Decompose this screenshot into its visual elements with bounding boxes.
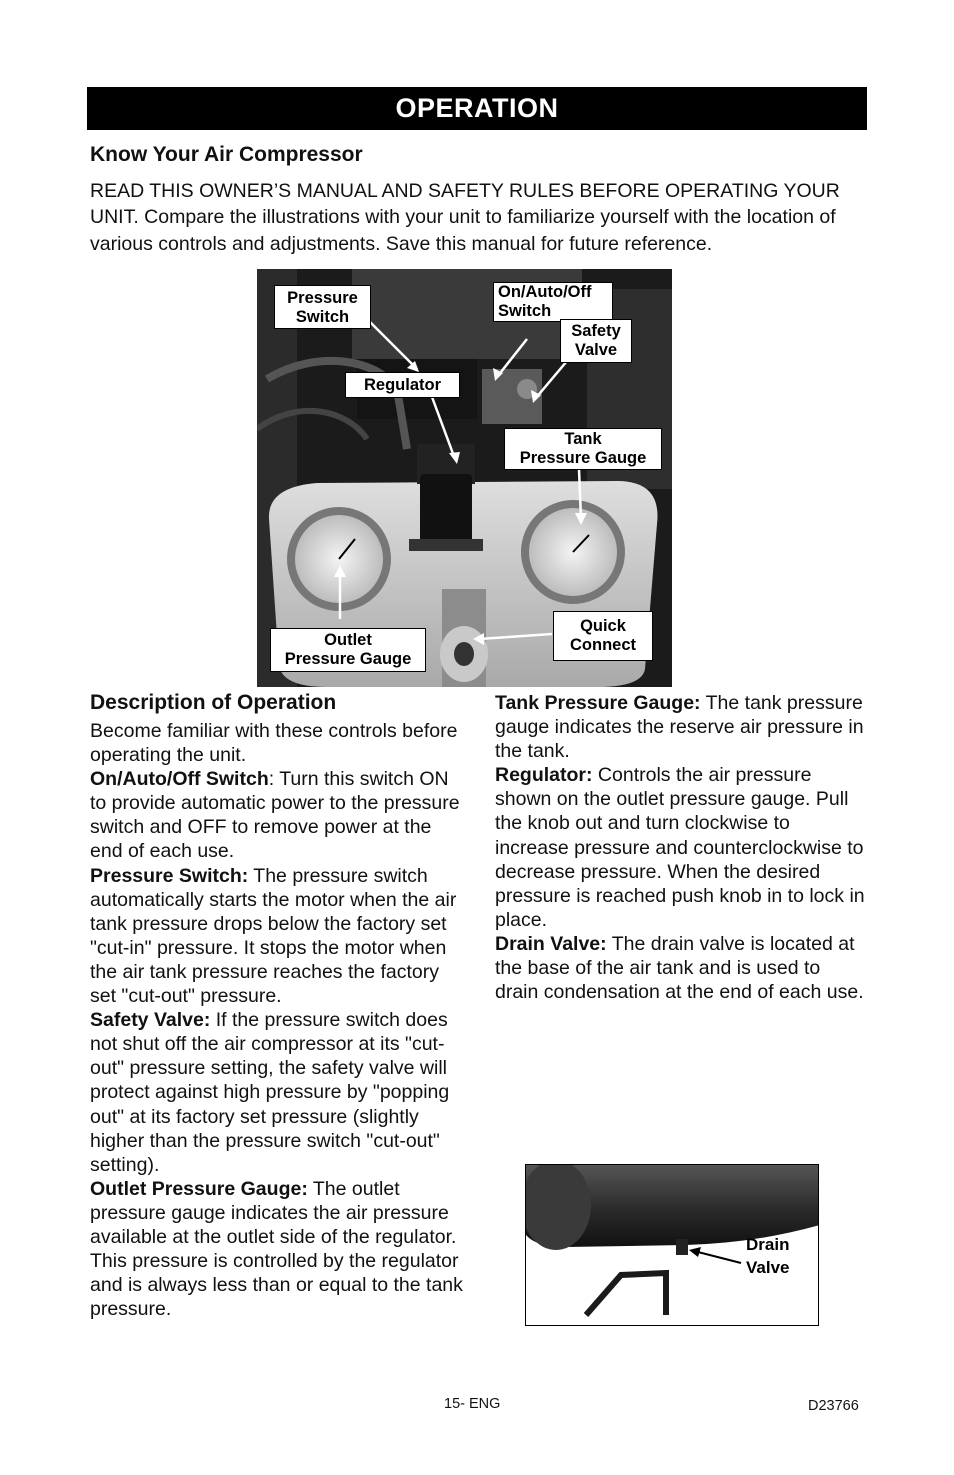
label-safety-valve: Safety Valve [560, 319, 632, 363]
term-tank-gauge: Tank Pressure Gauge: [495, 692, 701, 714]
term-on-auto-off: On/Auto/Off Switch [90, 768, 269, 791]
label-drain-valve: Drain Valve [746, 1235, 790, 1277]
text-on-auto-off: Turn this switch ON to provide automatic power to the pressure switch and OFF to remove power at the end of each use. [90, 768, 460, 863]
label-on-auto-off-switch: On/Auto/Off Switch [493, 282, 613, 322]
tank-gauge-description [495, 691, 865, 763]
drain-valve-photo [525, 1164, 819, 1326]
outlet-gauge-description [90, 1177, 468, 1322]
text-drain-valve: The drain valve is located at the base of the air tank and is used to drain condensation at the end of each use. [495, 932, 864, 1004]
term-pressure-switch: Pressure Switch: [90, 864, 249, 887]
section-title-banner: OPERATION [87, 87, 867, 130]
text-regulator: Controls the air pressure shown on the outlet pressure gauge. Pull the knob out and turn clockwise to increase pressure and counterclockwise to decrease pressure. When the desired pressure is reached push knob in to lock in place. [495, 764, 865, 931]
label-pressure-switch: Pressure Switch [274, 285, 371, 329]
sep-on-auto-off: : [268, 768, 280, 791]
document-id: D23766 [808, 1398, 859, 1414]
on-auto-off-description [90, 767, 468, 863]
compressor-controls-photo [257, 269, 672, 687]
safety-valve-description [90, 1008, 468, 1177]
term-safety-valve: Safety Valve: [90, 1009, 211, 1032]
text-tank-gauge: The tank pressure gauge indicates the reserve air pressure in the tank. [495, 692, 864, 763]
page-number: 15- ENG [444, 1396, 501, 1412]
know-heading: Know Your Air Compressor [90, 143, 363, 166]
description-left-column [90, 719, 468, 1321]
term-regulator: Regulator: [495, 764, 593, 787]
description-right-column [495, 691, 865, 1004]
pressure-switch-description [90, 864, 468, 1009]
intro-paragraph: READ THIS OWNER’S MANUAL AND SAFETY RULES BEFORE OPERATING YOUR UNIT. Compare the illustrations with your unit to familiarize yourself with the location of various controls and adjustments. Save this manual for future reference. [90, 180, 840, 255]
term-drain-valve: Drain Valve: [495, 932, 607, 955]
regulator-description [495, 763, 865, 932]
text-outlet-gauge: The outlet pressure gauge indicates the air pressure available at the outlet side of the regulator. This pressure is controlled by the regulator and is always less than or equal to the tank pressure. [90, 1177, 463, 1321]
description-heading: Description of Operation [90, 691, 337, 714]
term-outlet-gauge: Outlet Pressure Gauge: [90, 1177, 308, 1200]
label-tank-pressure-gauge: Tank Pressure Gauge [504, 428, 662, 470]
description-intro: Become familiar with these controls before operating the unit. [90, 720, 458, 767]
label-outlet-pressure-gauge: Outlet Pressure Gauge [270, 628, 426, 672]
text-pressure-switch: The pressure switch automatically starts the motor when the air tank pressure drops below the factory set "cut-in" pressure. It stops the motor when the air tank pressure reaches the factory set "cut-out" pressure. [90, 864, 457, 1008]
text-safety-valve: If the pressure switch does not shut off the air compressor at its "cut-out" pressure setting, the safety valve will protect against high pressure by "popping out" at its factory set pressure (slightly higher than the pressure switch "cut-out" setting). [90, 1009, 450, 1176]
label-regulator: Regulator [345, 372, 460, 398]
drain-valve-description [495, 932, 865, 1004]
label-quick-connect: Quick Connect [553, 611, 653, 661]
